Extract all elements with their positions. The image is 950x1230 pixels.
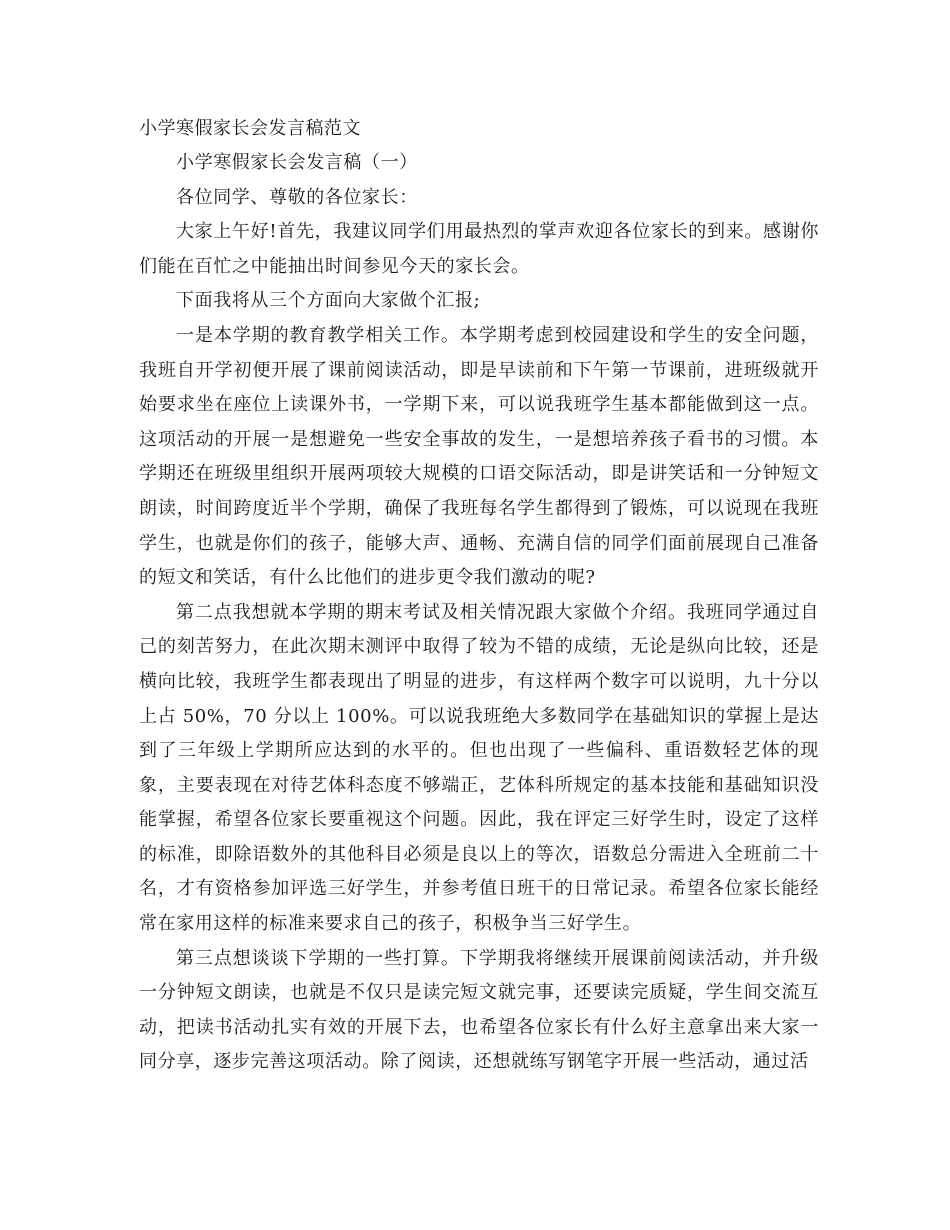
paragraph-opening: 大家上午好!首先，我建议同学们用最热烈的掌声欢迎各位家长的到来。感谢你们能在百忙之中能抽出时间参见今天的家长会。 [139,221,819,277]
paragraph-point-one: 一是本学期的教育教学相关工作。本学期考虑到校园建设和学生的安全问题，我班自开学初便开展了课前阅读活动，即是早读前和下午第一节课前，进班级就开始要求坐在座位上读课外书，一学期下来，可以说我班学生基本都能做到这一点。这项活动的开展一是想避免一些安全事故的发生，一是想培养孩子看书的习惯。本学期还在班级里组织开展两项较大规模的口语交际活动，即是讲笑话和一分钟短文朗读，时间跨度近半个学期，确保了我班每名学生都得到了锻炼，可以说现在我班学生，也就是你们的孩子，能够大声、通畅、充满自信的同学们面前展现自己准备的短文和笑话，有什么比他们的进步更令我们激动的呢? [139,324,819,589]
greeting: 各位同学、尊敬的各位家长： [176,186,418,208]
paragraph-point-three: 第三点想谈谈下学期的一些打算。下学期我将继续开展课前阅读活动，并升级一分钟短文朗读，也就是不仅只是读完短文就完事，还要读完质疑，学生间交流互动，把读书活动扎实有效的开展下去，也希望各位家长有什么好主意拿出来大家一同分享，逐步完善这项活动。除了阅读，还想就练写钢笔字开展一些活动，通过活 [139,947,819,1073]
paragraph-point-two: 第二点我想就本学期的期末考试及相关情况跟大家做个介绍。我班同学通过自己的刻苦努力，在此次期末测评中取得了较为不错的成绩，无论是纵向比较，还是横向比较，我班学生都表现出了明显的进步，有这样两个数字可以说明，九十分以上占 50%，70 分以上 100%。可以说我班绝大多数同学在基础知识的掌握上是达到了三年级上学期所应达到的水平的。但也出现了一些偏科、重语数轻艺体的现象，主要表现在对待艺体科态度不够端正，艺体科所规定的基本技能和基础知识没能掌握，希望各位家长要重视这个问题。因此，我在评定三好学生时，设定了这样的标准，即除语数外的其他科目必须是良以上的等次，语数总分需进入全班前二十名，才有资格参加评选三好学生，并参考值日班干的日常记录。希望各位家长能经常在家用这样的标准来要求自己的孩子，积极争当三好学生。 [139,601,819,935]
document-subtitle: 小学寒假家长会发言稿（一） [176,152,418,173]
document-title: 小学寒假家长会发言稿范文 [139,118,361,139]
document-page [139,112,819,1080]
paragraph-outline: 下面我将从三个方面向大家做个汇报; [176,290,481,312]
